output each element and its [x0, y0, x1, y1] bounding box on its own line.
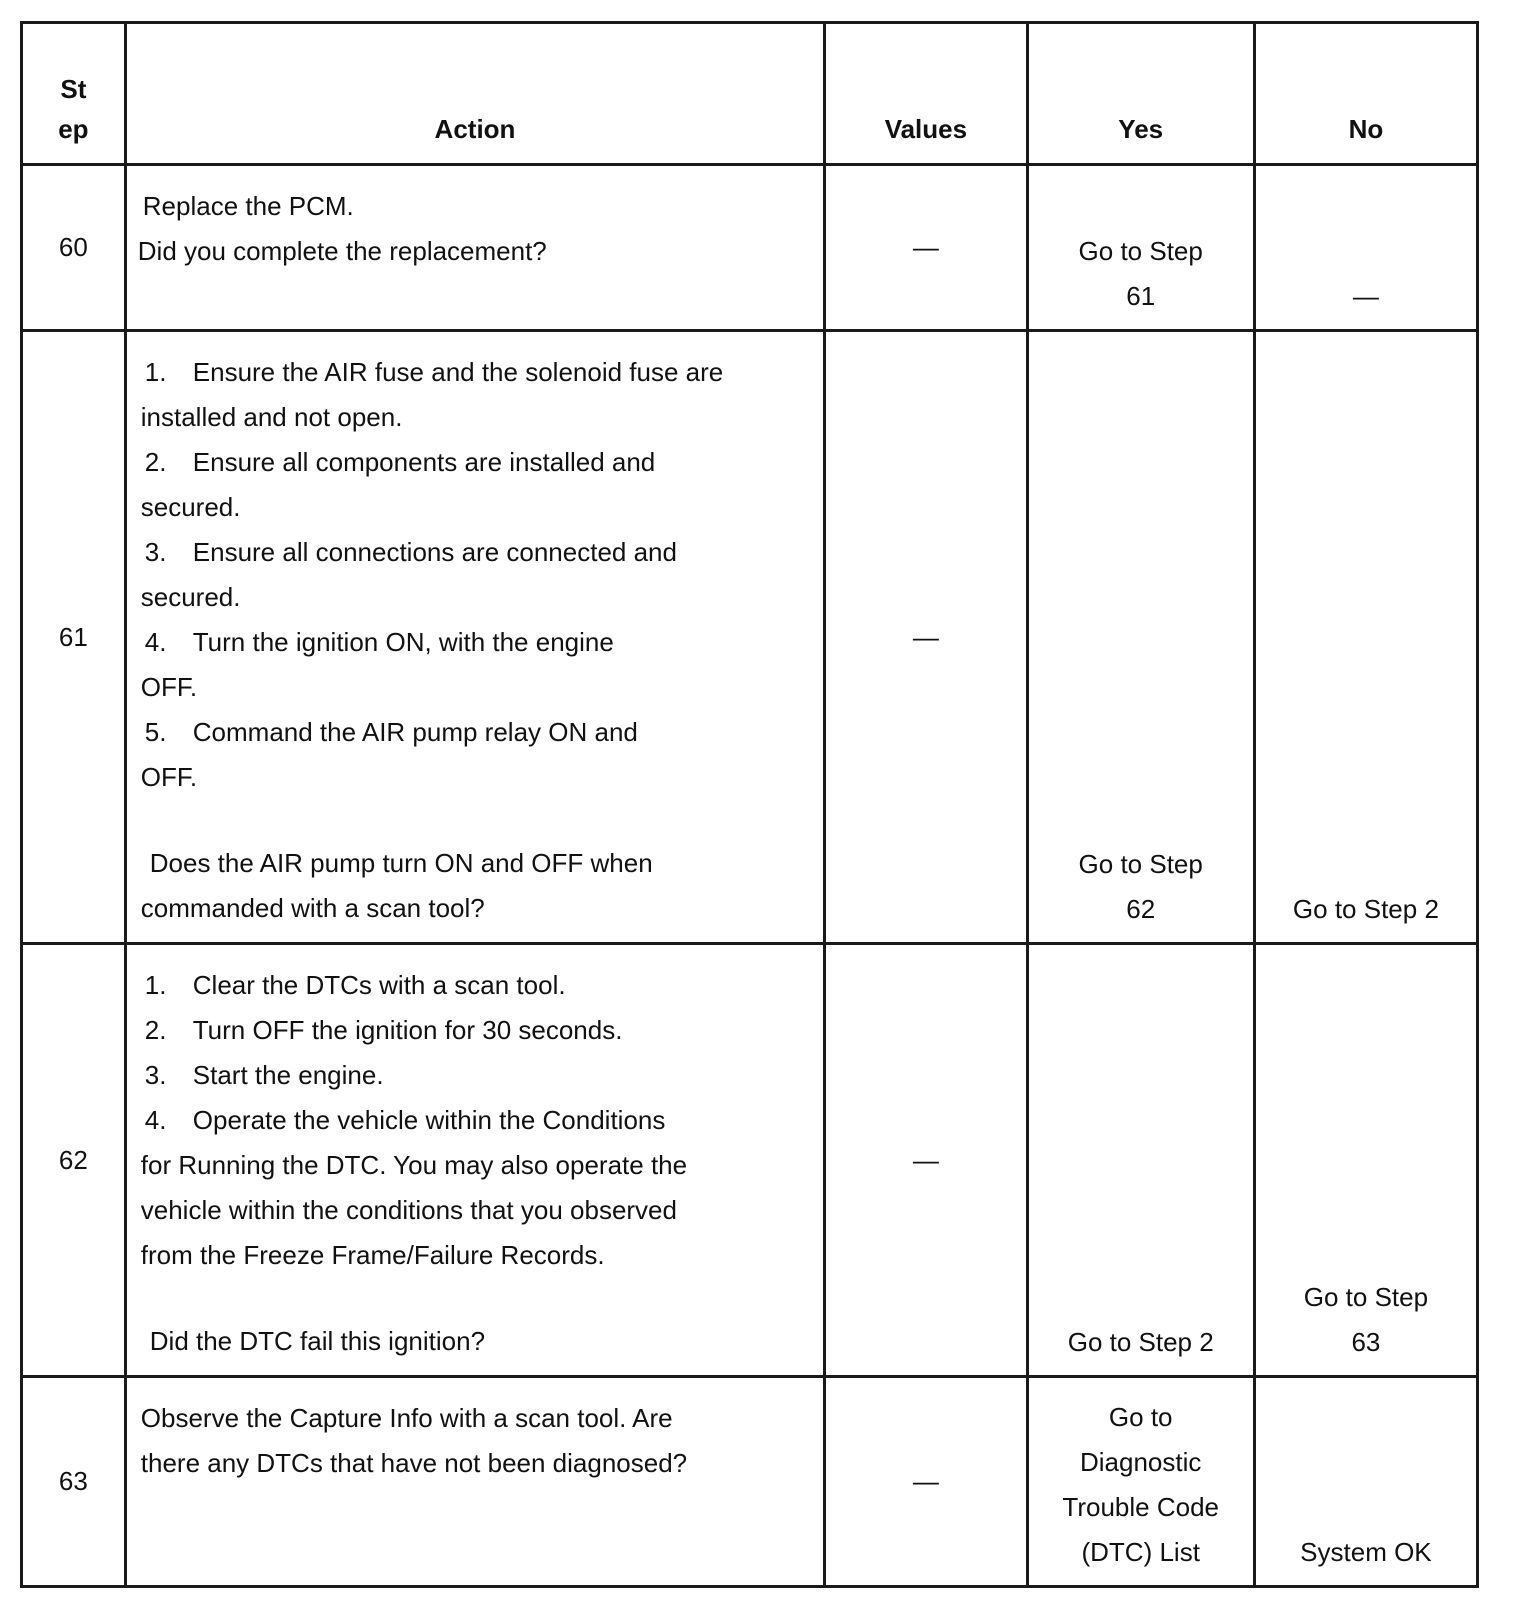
list-item-cont: OFF.: [140, 672, 198, 702]
header-row: [22, 23, 1478, 165]
action-cell: [125, 1377, 824, 1587]
list-item-cont: OFF.: [140, 762, 198, 792]
list-item: 3. Ensure all connections are connected and: [144, 537, 677, 567]
cont-line: for Running the DTC. You may also operate the: [140, 1150, 688, 1180]
yes-line: 62: [1126, 894, 1156, 924]
yes-line: Trouble Code: [1062, 1492, 1219, 1522]
yes-cell: Go to Step 2: [1027, 944, 1254, 1377]
action-line: there any DTCs that have not been diagnosed?: [140, 1448, 688, 1478]
step-cell: 60: [22, 165, 126, 331]
yes-cell: [1027, 331, 1254, 944]
list-item-cont: [141, 1143, 809, 1188]
action-line: Observe the Capture Info with a scan tool. Are: [140, 1403, 673, 1433]
values-cell: —: [825, 1377, 1027, 1587]
cont-line: vehicle within the conditions that you observed: [140, 1195, 677, 1225]
diagnostic-table: [20, 21, 1479, 1588]
yes-cell: [1027, 165, 1254, 331]
yes-cell: [1027, 1377, 1254, 1587]
header-step: St ep: [22, 23, 126, 165]
cont-line: from the Freeze Frame/Failure Records.: [140, 1240, 605, 1270]
action-cell: [125, 331, 824, 944]
table-row-61: [22, 331, 1478, 944]
list-item: 4. Turn the ignition ON, with the engine: [144, 627, 614, 657]
no-cell: System OK: [1254, 1377, 1477, 1587]
list-item-cont: installed and not open.: [140, 402, 403, 432]
step-cell: 63: [22, 1377, 126, 1587]
action-cell: [125, 165, 824, 331]
table-row-60: [22, 165, 1478, 331]
list-item: 4. Operate the vehicle within the Conditions: [144, 1105, 666, 1135]
no-line: 63: [1351, 1327, 1381, 1357]
list-item-cont: [141, 1188, 809, 1233]
values-cell: —: [825, 331, 1027, 944]
yes-line: Diagnostic: [1080, 1447, 1202, 1477]
question-line: commanded with a scan tool?: [140, 893, 485, 923]
header-action: Action: [125, 23, 824, 165]
list-item: 5. Command the AIR pump relay ON and: [144, 717, 638, 747]
header-yes: Yes: [1027, 23, 1254, 165]
header-no: No: [1254, 23, 1477, 165]
no-cell: Go to Step 2: [1254, 331, 1477, 944]
action-line: Replace the PCM.: [142, 191, 354, 221]
action-line: Did you complete the replacement?: [137, 236, 547, 266]
list-item-cont: secured.: [140, 492, 241, 522]
no-line: Go to Step: [1303, 1282, 1429, 1312]
header-values: Values: [825, 23, 1027, 165]
question-line: Does the AIR pump turn ON and OFF when: [149, 848, 653, 878]
step-cell: 61: [22, 331, 126, 944]
question-line: Did the DTC fail this ignition?: [149, 1326, 486, 1356]
action-cell: [125, 944, 824, 1377]
no-cell: [1254, 944, 1477, 1377]
values-cell: —: [825, 165, 1027, 331]
yes-line: Go to Step: [1078, 236, 1203, 266]
table-row-63: [22, 1377, 1478, 1587]
yes-line: Go to Step: [1078, 849, 1203, 879]
list-item-cont: [141, 1233, 809, 1278]
list-item-cont: secured.: [140, 582, 241, 612]
list-item: 2. Turn OFF the ignition for 30 seconds.: [144, 1015, 623, 1045]
values-cell: —: [825, 944, 1027, 1377]
list-item: 1. Ensure the AIR fuse and the solenoid fuse are: [144, 357, 724, 387]
step-cell: 62: [22, 944, 126, 1377]
list-item: 1. Clear the DTCs with a scan tool.: [144, 970, 566, 1000]
no-cell: —: [1254, 165, 1477, 331]
yes-line: 61: [1126, 281, 1156, 311]
yes-line: Go to: [1108, 1402, 1173, 1432]
yes-line: (DTC) List: [1081, 1537, 1200, 1567]
table-row-62: [22, 944, 1478, 1377]
list-item: 2. Ensure all components are installed and: [144, 447, 656, 477]
list-item: 3. Start the engine.: [144, 1060, 384, 1090]
